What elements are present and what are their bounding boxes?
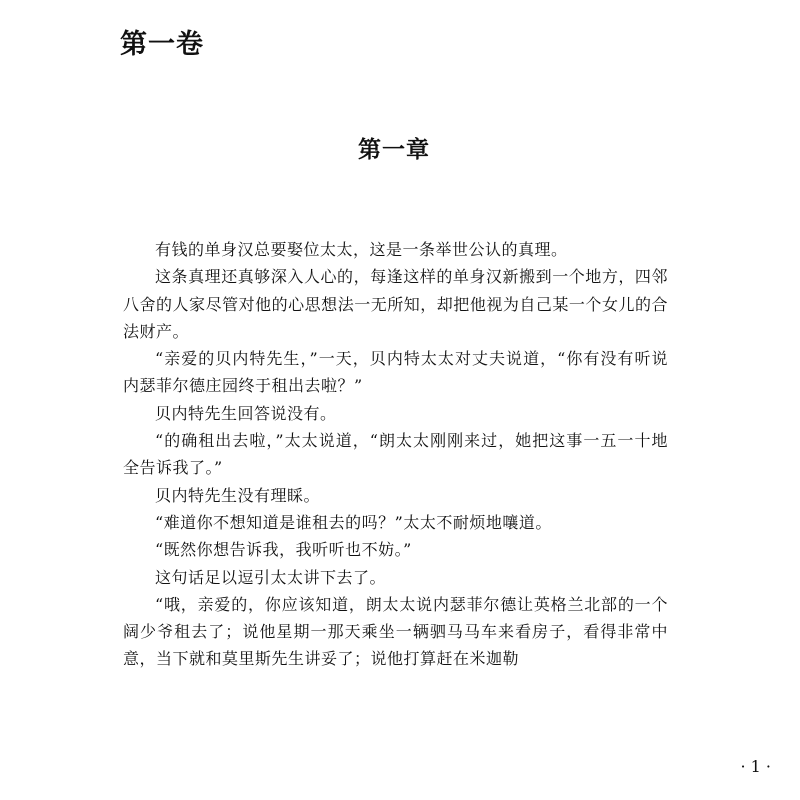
chapter-title: 第一章 [358,136,430,163]
paragraph: 有钱的单身汉总要娶位太太，这是一条举世公认的真理。 [155,240,568,259]
paragraph: “既然你想告诉我，我听听也不妨。” [155,540,412,560]
paragraph: “哦，亲爱的，你应该知道，朗太太说内瑟菲尔德让英格兰北部的一个阔少爷租去了；说他星期一那天乘坐一辆驷马马车来看房子，看得非常中意，当下就和莫里斯先生讲妥了；说他打算赶在米迦勒 [123,594,668,669]
paragraph: “的确租出去啦，”太太说道，“朗太太刚刚来过，她把这事一五一十地全告诉我了。” [123,431,668,478]
paragraph: 贝内特先生回答说没有。 [155,403,337,423]
page-number: · 1 · [740,757,771,776]
body-text [123,236,668,673]
paragraph: 这句话足以逗引太太讲下去了。 [155,567,387,587]
paragraph: 这条真理还真够深入人心的，每逢这样的单身汉新搬到一个地方，四邻八舍的人家尽管对他的心思想法一无所知，却把他视为自己某一个女儿的合法财产。 [123,267,668,341]
paragraph: “难道你不想知道是谁租去的吗？”太太不耐烦地嚷道。 [155,512,552,532]
paragraph: “亲爱的贝内特先生，”一天，贝内特太太对丈夫说道，“你有没有听说内瑟菲尔德庄园终于租出去啦？” [123,349,668,396]
volume-title: 第一卷 [120,29,204,60]
paragraph: 贝内特先生没有理睬。 [155,485,321,505]
